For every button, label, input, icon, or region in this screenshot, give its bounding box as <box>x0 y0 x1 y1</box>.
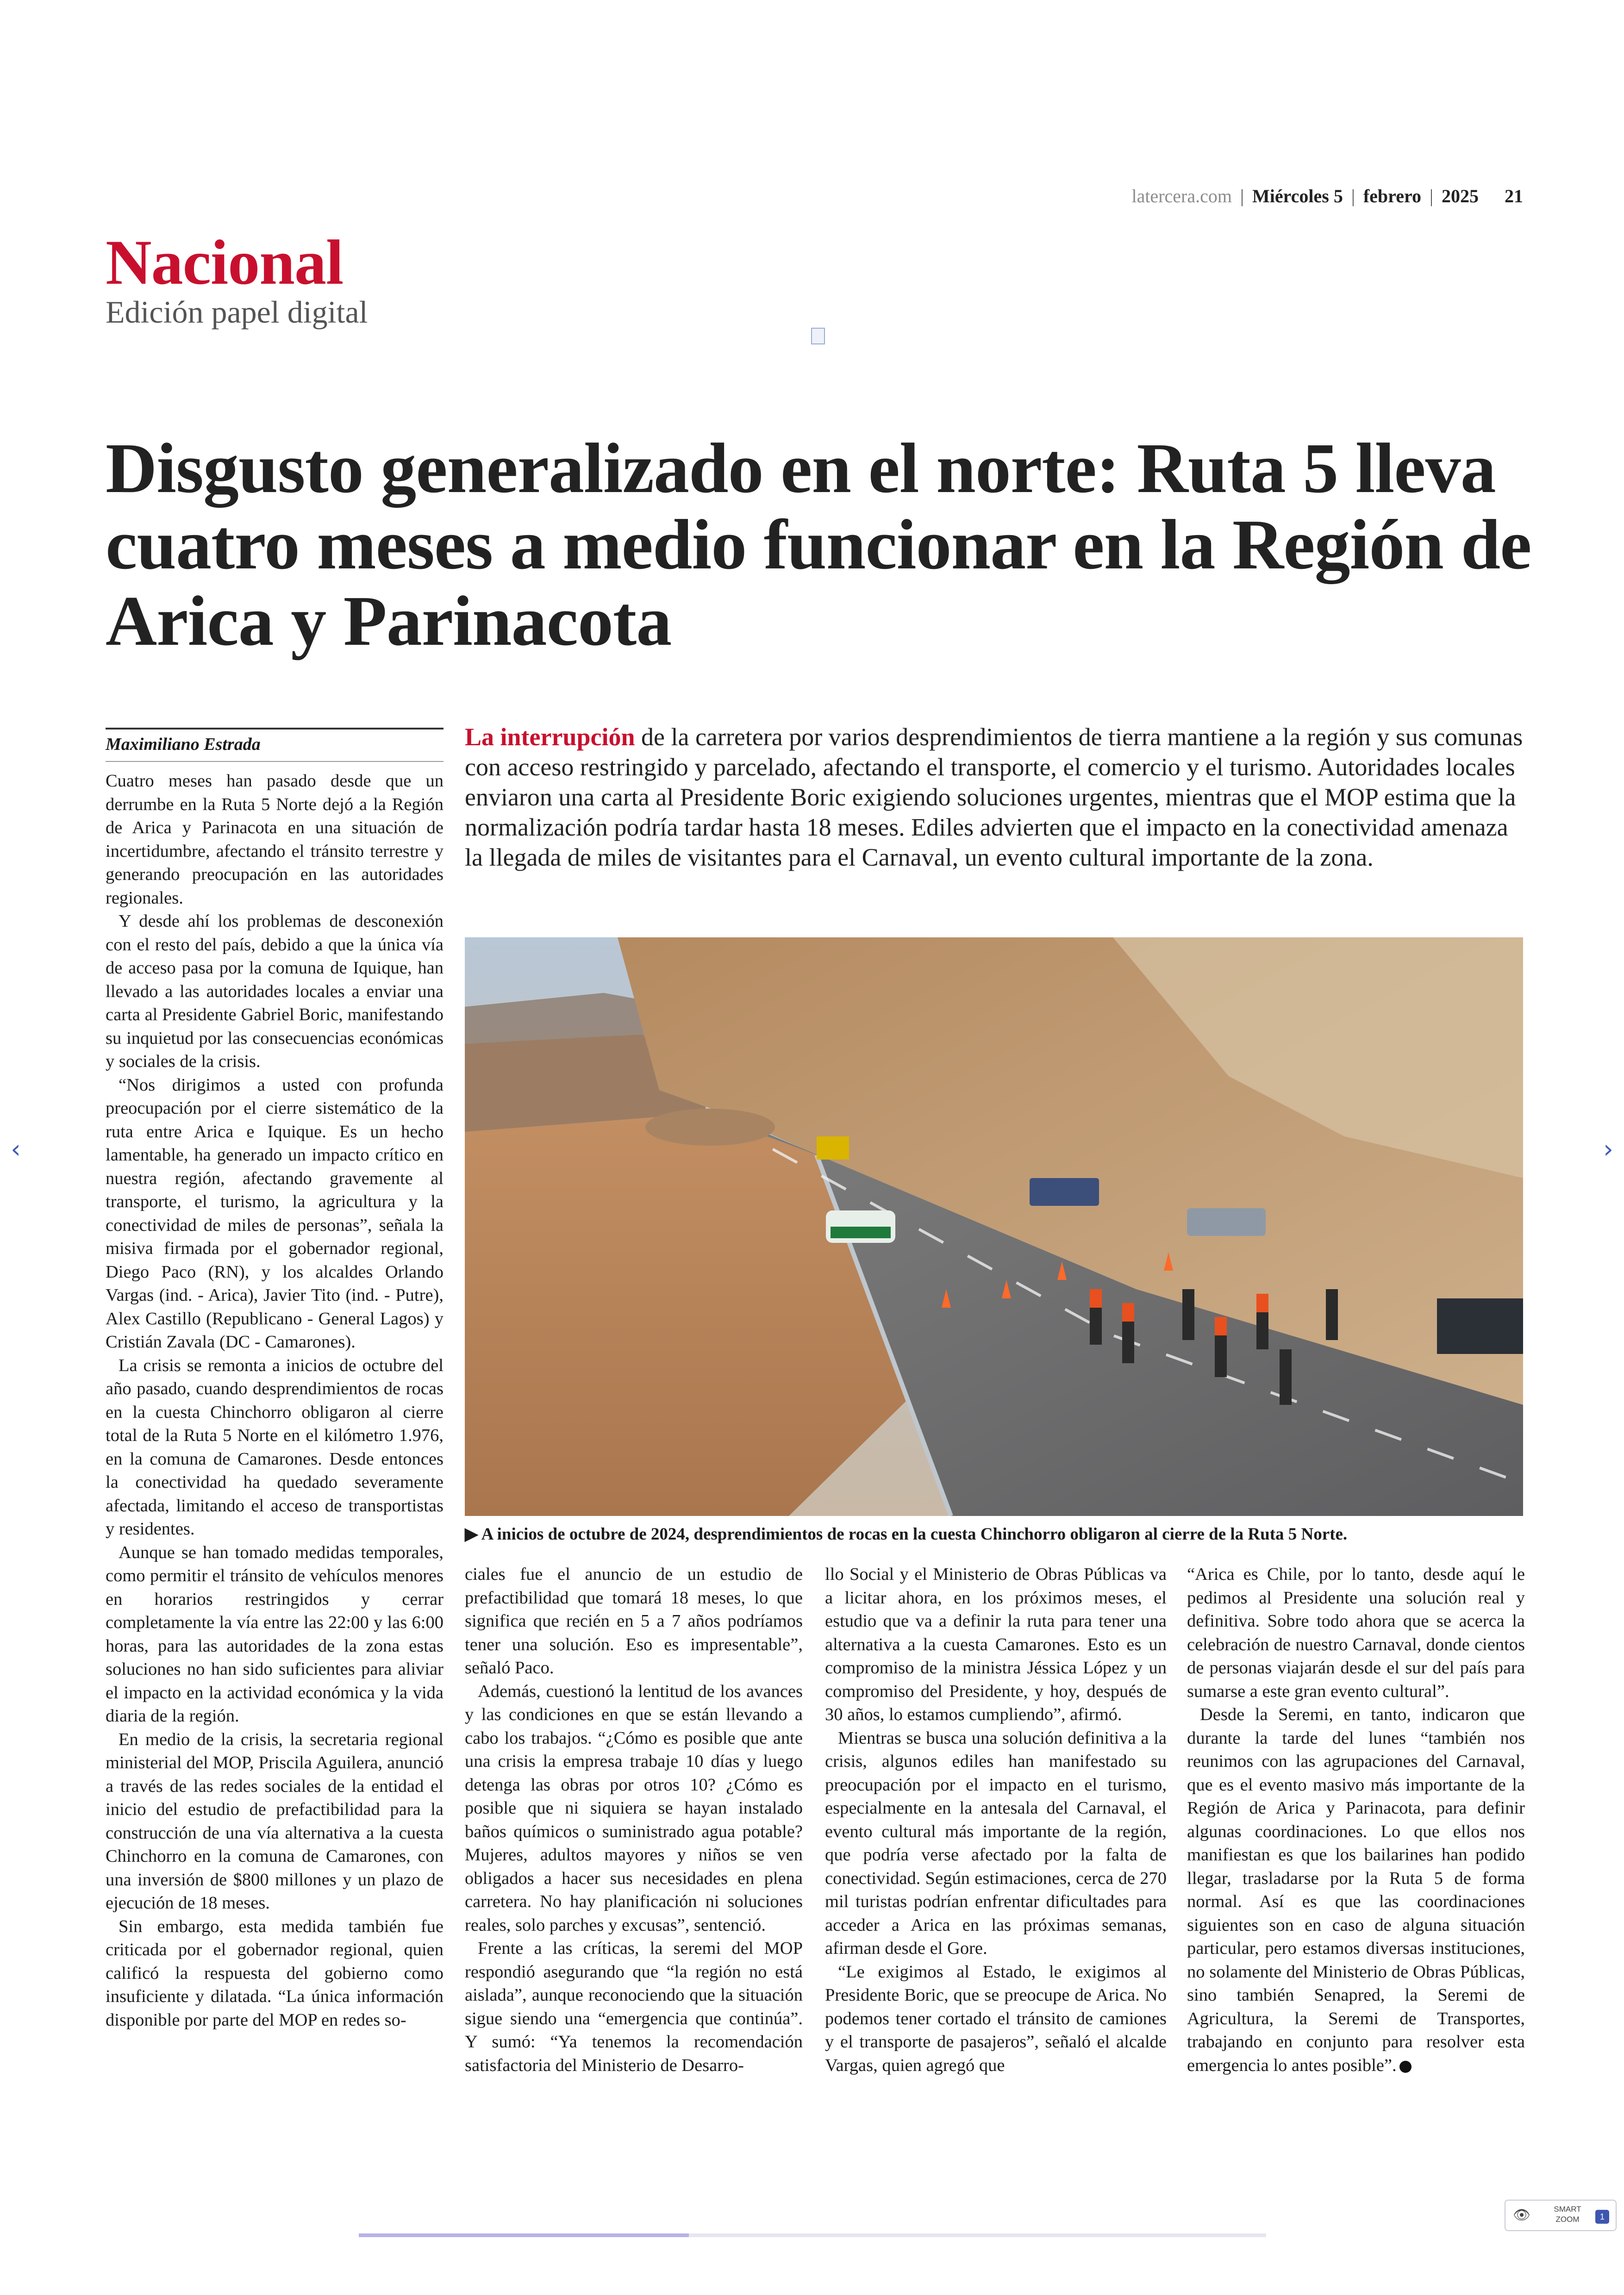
lead-text: de la carretera por varios desprendimientos de tierra mantiene a la región y sus comunas con acceso restringido y parcelado, afectando el transporte, el comercio y el turismo. Autoridades locales enviaron una carta al Presidente Boric exigiendo soluciones urgentes, mientras que el MOP estima que la normalización podría tardar hasta 18 meses. Ediles advierten que el impacto en la conectividad amenaza la llegada de miles de visitantes para el Carnaval, un evento cultural importante de la zona. <box>465 723 1523 871</box>
page-marker-icon[interactable] <box>811 328 825 344</box>
paragraph: Cuatro meses han pasado desde que un derrumbe en la Ruta 5 Norte dejó a la Región de Arica y Parinacota en una situación de incertidumbre, afectando el tránsito terrestre y generando preocupación en las autoridades regionales. <box>106 771 443 908</box>
paragraph: Frente a las críticas, la seremi del MOP respondió asegurando que “la región no está aislada”, aunque reconociendo que la situación sigue siendo una “emergencia que continúa”. Y sumó: “Ya tenemos la recomendación satisfactoria del Ministerio de Desarro- <box>465 1939 803 2075</box>
paragraph: “Arica es Chile, por lo tanto, desde aquí le pedimos al Presidente una solución real y definitiva. Sobre todo ahora que se acerca la celebración de nuestro Carnaval, donde cientos de personas viajarán desde el sur del país para sumarse a este gran evento cultural”. <box>1187 1565 1525 1701</box>
rockslide-road-photo <box>465 937 1523 1516</box>
smart-zoom-badge: 1 <box>1595 2210 1609 2224</box>
next-page-icon[interactable]: › <box>1603 1135 1613 1164</box>
previous-page-icon[interactable]: ‹ <box>11 1135 21 1164</box>
page-number: 21 <box>1505 186 1523 206</box>
article-column-2 <box>465 1563 803 2077</box>
paragraph: Aunque se han tomado medidas temporales, como permitir el tránsito de vehículos menores en horarios restringidos y cerrar completamente la vía entre las 22:00 y las 6:00 horas, para las autoridades de la zona estas soluciones no han sido suficientes para aliviar el impacto en la actividad económica y la vida diaria de la región. <box>106 1542 443 1726</box>
paragraph: llo Social y el Ministerio de Obras Públicas va a licitar ahora, en los próximos meses, el estudio que va a definir la ruta para tener una alternativa a la cuesta Camarones. Esto es un compromiso de la ministra Jéssica López y un compromiso del Presidente, y hoy, después de 30 años, lo estamos cumpliendo”, afirmó. <box>825 1565 1167 1724</box>
masthead <box>0 185 1523 207</box>
masthead-month: febrero <box>1363 186 1421 206</box>
paragraph <box>1187 1703 1525 2077</box>
paragraph: La crisis se remonta a inicios de octubre del año pasado, cuando desprendimientos de rocas en la cuesta Chinchorro obligaron al cierre total de la Ruta 5 Norte en el kilómetro 1.976, en la comuna de Camarones. Desde entonces la conectividad ha quedado severamente afectada, limitando el acceso de transportistas y residentes. <box>106 1355 443 1539</box>
paragraph: Mientras se busca una solución definitiva a la crisis, algunos ediles han manifestado su preocupación por el impacto en el turismo, especialmente en la antesala del Carnaval, el evento cultural más importante de la región, que podría verse afectado por la falta de conectividad. Según estimaciones, cerca de 270 mil turistas podrían enfrentar dificultades para acceder a Arica en las próximas semanas, afirman desde el Gore. <box>825 1728 1167 1958</box>
smart-zoom-label: SMART ZOOM <box>1554 2205 1581 2224</box>
paragraph: “Nos dirigimos a usted con profunda preocupación por el cierre sistemático de la ruta entre Arica e Iquique. Es un hecho lamentable, ha generado un impacto crítico en nuestra región, afectando gravemente al transporte, el turismo, la agricultura y la conectividad de miles de personas”, señala la misiva firmada por el gobernador regional, Diego Paco (RN), y los alcaldes Orlando Vargas (ind. - Arica), Javier Tito (ind. - Putre), Alex Castillo (Republicano - General Lagos) y Cristián Zavala (DC - Camarones). <box>106 1075 443 1352</box>
separator: | <box>1240 186 1244 206</box>
paragraph: En medio de la crisis, la secretaria regional ministerial del MOP, Priscila Aguilera, anunció a través de las redes sociales de la entidad el inicio del estudio de prefactibilidad para la construcción de una vía alternativa a la cuesta Chinchorro en la comuna de Camarones, con una inversión de $800 millones y un plazo de ejecución de 18 meses. <box>106 1729 443 1913</box>
lead-kicker: La interrupción <box>465 723 635 751</box>
article-column-4 <box>1187 1563 1525 2077</box>
paragraph: Sin embargo, esta medida también fue criticada por el gobernador regional, quien calificó la respuesta del gobierno como insuficiente y dilatada. “La única información disponible por parte del MOP en redes so- <box>106 1916 443 2030</box>
article-headline: Disgusto generalizado en el norte: Ruta 5 lleva cuatro meses a medio funcionar en la Región de Arica y Parinacota <box>106 429 1531 661</box>
separator: | <box>1429 186 1433 206</box>
article-column-3 <box>825 1563 1167 2077</box>
eye-icon: 👁 <box>1513 2207 1531 2223</box>
article-column-1 <box>106 769 443 2032</box>
paragraph: “Le exigimos al Estado, le exigimos al Presidente Boric, que se preocupe de Arica. No podemos tener cortado el tránsito de camiones y el transporte de pasajeros”, señaló el alcalde Vargas, quien agregó que <box>825 1962 1167 2075</box>
paragraph-text: Desde la Seremi, en tanto, indicaron que durante la tarde del lunes “también nos reunimos con las agrupaciones del Carnaval, que es el evento masivo más importante de la Región de Arica y Parinacota, para definir algunas coordinaciones. Lo que ellos nos manifiestan es que los bailarines han podido llegar, trasladarse por la Ruta 5 de forma normal. Así es que las coordinaciones siguientes son en caso de alguna situación particular, pero estamos diversas instituciones, no solamente del Ministerio de Obras Públicas, sino también Senapred, la Seremi de Agricultura, la Seremi de Transportes, trabajando en conjunto para resolver esta emergencia lo antes posible”. <box>1187 1705 1525 2075</box>
site-name: latercera.com <box>1131 186 1232 206</box>
article-photo <box>465 937 1523 1516</box>
photo-caption: ▶ A inicios de octubre de 2024, desprendimientos de rocas en la cuesta Chinchorro obligaron al cierre de la Ruta 5 Norte. <box>465 1525 1348 1544</box>
article-lead <box>465 722 1525 873</box>
paragraph: Y desde ahí los problemas de desconexión con el resto del país, debido a que la única vía de acceso pasa por la comuna de Iquique, han llevado a las autoridades locales a enviar una carta al Presidente Gabriel Boric, manifestando su inquietud por las consecuencias económicas y sociales de la crisis. <box>106 911 443 1071</box>
paragraph: ciales fue el anuncio de un estudio de prefactibilidad que tomará 18 meses, lo que significa que recién en 5 a 7 años podríamos tener una solución. Eso es impresentable”, señaló Paco. <box>465 1565 803 1678</box>
paragraph: Además, cuestionó la lentitud de los avances y las condiciones en que se están llevando a cabo los trabajos. “¿Cómo es posible que ante una crisis la empresa trabaje 10 días y luego detenga las obras por otros 10? ¿Cómo es posible que ni siquiera se hayan instalado baños químicos o suministrado agua potable? Mujeres, adultos mayores y niños se ven obligados a hacer sus necesidades en plena carretera. No hay planificación ni soluciones reales, solo parches y excusas”, sentenció. <box>465 1681 803 1935</box>
end-of-article-icon <box>1399 2061 1412 2073</box>
smart-zoom-button[interactable] <box>1505 2200 1617 2231</box>
page-progress-fill <box>359 2233 689 2237</box>
edition-label: Edición papel digital <box>106 294 368 330</box>
section-title: Nacional <box>106 227 344 298</box>
masthead-weekday: Miércoles 5 <box>1252 186 1343 206</box>
separator: | <box>1351 186 1355 206</box>
article-byline: Maximiliano Estrada <box>106 728 443 762</box>
masthead-year: 2025 <box>1442 186 1479 206</box>
